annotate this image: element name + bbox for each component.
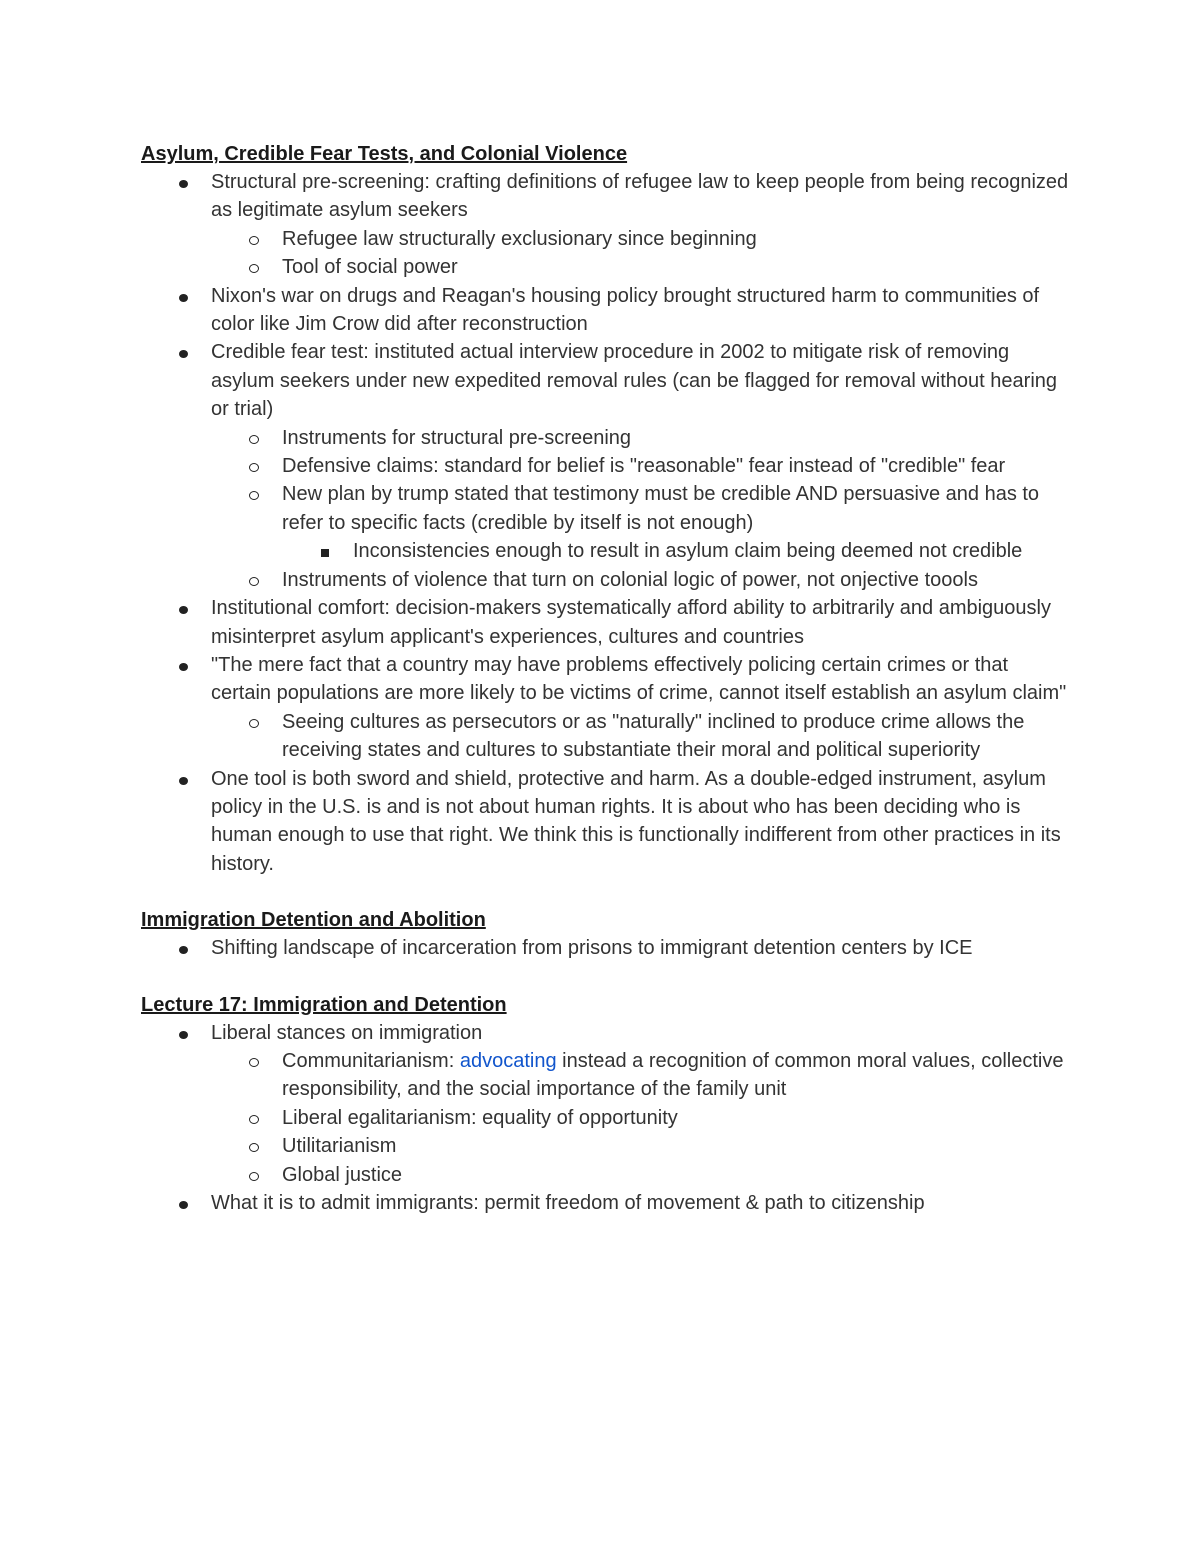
section-detention-abolition — [141, 906, 1071, 962]
list-item — [141, 651, 1071, 708]
sub-list-item — [211, 253, 1071, 281]
bullet-circle-icon — [244, 480, 264, 508]
bullet-circle-icon — [244, 1047, 264, 1075]
list-item-text: What it is to admit immigrants: permit freedom of movement & path to citizenship — [211, 1192, 925, 1214]
list-item-text: Credible fear test: instituted actual interview procedure in 2002 to mitigate risk of removing asylum seekers under new expedited removal rules (can be flagged for removal without hearing or trial) — [211, 341, 1058, 421]
sub-sub-list-item-text: Inconsistencies enough to result in asylum claim being deemed not credible — [353, 540, 1023, 563]
sub-bullet-list — [211, 225, 1071, 282]
section-heading: Lecture 17: Immigration and Detention — [141, 993, 507, 1016]
list-item-text: Structural pre-screening: crafting definitions of refugee law to keep people from being recognized as legitimate asylum seekers — [211, 171, 1069, 222]
bullet-circle-icon — [244, 1104, 264, 1132]
sub-sub-bullet-list — [282, 537, 1071, 565]
sub-list-item — [211, 452, 1071, 480]
sub-list-item-text: Global justice — [282, 1163, 403, 1186]
sub-sub-list-item — [282, 537, 1071, 565]
sub-list-item-text: Seeing cultures as persecutors or as "naturally" inclined to produce crime allows the receiving states and cultures to substantiate their moral and political superiority — [282, 710, 1025, 762]
bullet-circle-icon — [244, 1132, 264, 1160]
sub-list-item — [211, 424, 1071, 452]
sub-list-item — [211, 708, 1071, 765]
list-item — [141, 168, 1071, 225]
bullet-square-icon — [315, 537, 335, 565]
sub-list-item-text: Liberal egalitarianism: equality of opportunity — [282, 1106, 678, 1129]
sub-bullet-list — [211, 708, 1071, 765]
section-heading: Immigration Detention and Abolition — [141, 909, 486, 932]
sub-list-item — [211, 480, 1071, 537]
bullet-dot-icon — [173, 168, 193, 196]
list-item-text: Nixon's war on drugs and Reagan's housing policy brought structured harm to communities of color like Jim Crow did after reconstruction — [211, 284, 1040, 336]
sub-bullet-list — [211, 1047, 1071, 1189]
bullet-dot-icon — [173, 1189, 193, 1217]
bullet-circle-icon — [244, 452, 264, 480]
section-asylum — [141, 140, 1071, 878]
bullet-circle-icon — [244, 708, 264, 736]
list-item-text: Liberal stances on immigration — [211, 1021, 483, 1044]
bullet-dot-icon — [173, 282, 193, 310]
list-item — [141, 934, 1071, 962]
sub-list-item-text: Tool of social power — [282, 256, 458, 279]
list-item-text: Institutional comfort: decision-makers systematically afford ability to arbitrarily and ambiguously misinterpret asylum applicant's experiences, cultures and countries — [211, 597, 1051, 648]
section-heading: Asylum, Credible Fear Tests, and Colonial Violence — [141, 143, 628, 165]
sub-list-item-text: Instruments of violence that turn on colonial logic of power, not onjective toools — [282, 568, 978, 591]
list-item — [141, 338, 1071, 423]
list-item — [141, 765, 1071, 879]
section-lecture-17 — [141, 991, 1071, 1218]
sublist-container — [141, 225, 1071, 282]
sub-list-item — [211, 1104, 1071, 1132]
sub-list-item — [211, 1132, 1071, 1160]
sub-bullet-list — [211, 424, 1071, 594]
sub-list-item — [211, 225, 1071, 253]
bullet-dot-icon — [173, 651, 193, 679]
list-item — [141, 282, 1071, 339]
bullet-circle-icon — [244, 566, 264, 594]
sublist-container — [141, 1047, 1071, 1189]
sub-list-item-text: Refugee law structurally exclusionary since beginning — [282, 227, 757, 250]
list-item-text: "The mere fact that a country may have problems effectively policing certain crimes or that certain populations are more likely to be victims of crime, cannot itself establish an asylum claim" — [211, 653, 1067, 705]
bullet-circle-icon — [244, 253, 264, 281]
bullet-dot-icon — [173, 765, 193, 793]
sublist-container — [141, 424, 1071, 594]
list-item-text: Shifting landscape of incarceration from prisons to immigrant detention centers by ICE — [211, 937, 973, 960]
bullet-list — [141, 168, 1071, 878]
sublist-container — [141, 708, 1071, 765]
sub-list-item — [211, 1161, 1071, 1189]
document-page — [141, 140, 1071, 1217]
sub-list-item-text: Utilitarianism — [282, 1135, 397, 1158]
bullet-circle-icon — [244, 225, 264, 253]
sub-list-item-text: New plan by trump stated that testimony must be credible AND persuasive and has to refer to specific facts (credible by itself is not enough) — [282, 483, 1040, 534]
bullet-dot-icon — [173, 934, 193, 962]
bullet-circle-icon — [244, 1161, 264, 1189]
bullet-dot-icon — [173, 1019, 193, 1047]
bullet-list — [141, 1019, 1071, 1218]
sub-list-item — [211, 566, 1071, 594]
bullet-circle-icon — [244, 424, 264, 452]
bullet-dot-icon — [173, 338, 193, 366]
list-item — [141, 594, 1071, 651]
list-item-text: One tool is both sword and shield, protective and harm. As a double-edged instrument, asylum policy in the U.S. is and is not about human rights. It is about who has been deciding who is human enough to use that right. We think this is functionally indifferent from other practices in its history. — [211, 767, 1061, 875]
list-item — [141, 1019, 1071, 1047]
sub-list-item-text: Communitarianism: — [282, 1049, 460, 1072]
sublist-container — [211, 537, 1071, 565]
bullet-list — [141, 934, 1071, 962]
advocating-link[interactable]: advocating — [459, 1049, 557, 1072]
sub-list-item-text: Instruments for structural pre-screening — [282, 426, 632, 449]
list-item — [141, 1189, 1071, 1217]
sub-list-item — [211, 1047, 1071, 1104]
bullet-dot-icon — [173, 594, 193, 622]
sub-list-item-text: instead a recognition of common moral values, collective responsibility, and the social importance of the family unit — [282, 1049, 1064, 1101]
sub-list-item-text: Defensive claims: standard for belief is "reasonable" fear instead of "credible" fear — [282, 455, 1006, 478]
